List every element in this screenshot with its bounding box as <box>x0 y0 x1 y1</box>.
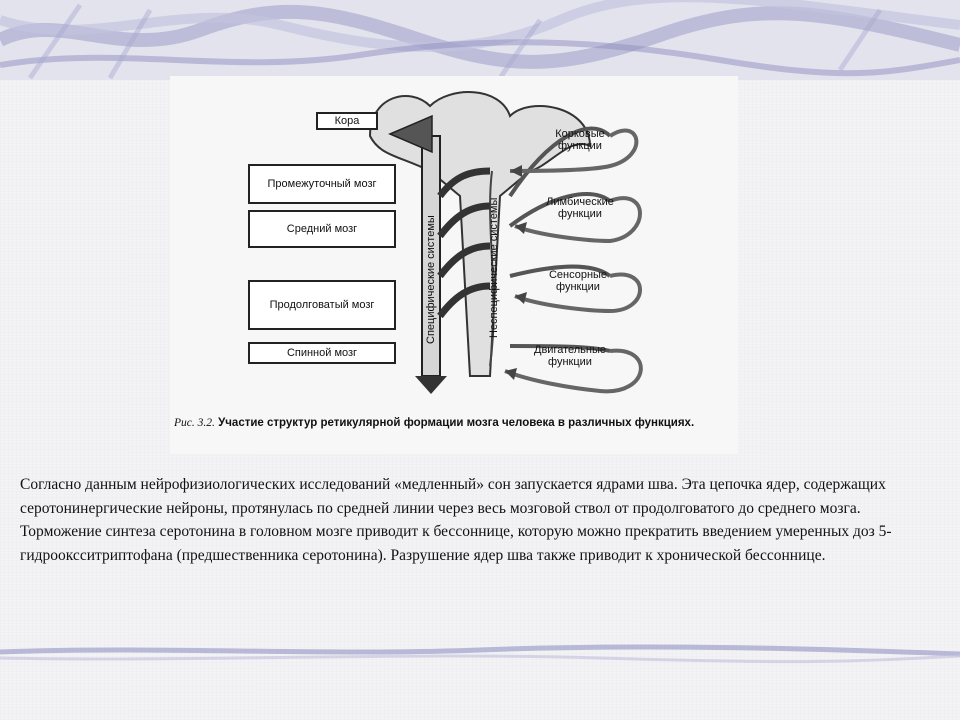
label-cortical-functions: Корковые функции <box>555 128 605 152</box>
body-paragraph: Согласно данным нейрофизиологических исследований «медленный» сон запускается ядрами шва. Эта цепочка ядер, содержащих серотонинергические нейроны, протянулась по средней линии через весь мозговой ствол от продолговатого до среднего мозга. Торможение синтеза серотонина в головном мозге приводит к бессоннице, которую можно прекратить введением умеренных доз 5-гидрооксситриптофана (предшественника серотонина). Разрушение ядер шва также приводит к хронической бессоннице. <box>20 476 892 564</box>
box-diencephalon: Промежуточный мозг <box>248 164 396 204</box>
decorative-top-band <box>0 0 960 80</box>
label-sensory-functions: Сенсорные функции <box>548 269 608 293</box>
figure-caption <box>174 416 734 430</box>
label-motor-functions: Двигательные функции <box>534 344 606 368</box>
label-nonspecific-systems: Неспецифические системы <box>488 197 500 338</box>
label-specific-systems: Специфические системы <box>425 215 437 344</box>
box-midbrain: Средний мозг <box>248 210 396 248</box>
reticular-formation-figure <box>170 76 738 454</box>
figure-caption-text: Участие структур ретикулярной формации мозга человека в различных функциях. <box>218 417 695 429</box>
box-spinal-cord: Спинной мозг <box>248 342 396 364</box>
box-cortex: Кора <box>316 112 378 130</box>
decorative-bottom-band <box>0 640 960 670</box>
figure-drawing <box>170 76 738 454</box>
box-medulla: Продолговатый мозг <box>248 280 396 330</box>
figure-caption-number: Рис. 3.2. <box>174 417 215 429</box>
label-limbic-functions: Лимбические функции <box>546 196 614 220</box>
